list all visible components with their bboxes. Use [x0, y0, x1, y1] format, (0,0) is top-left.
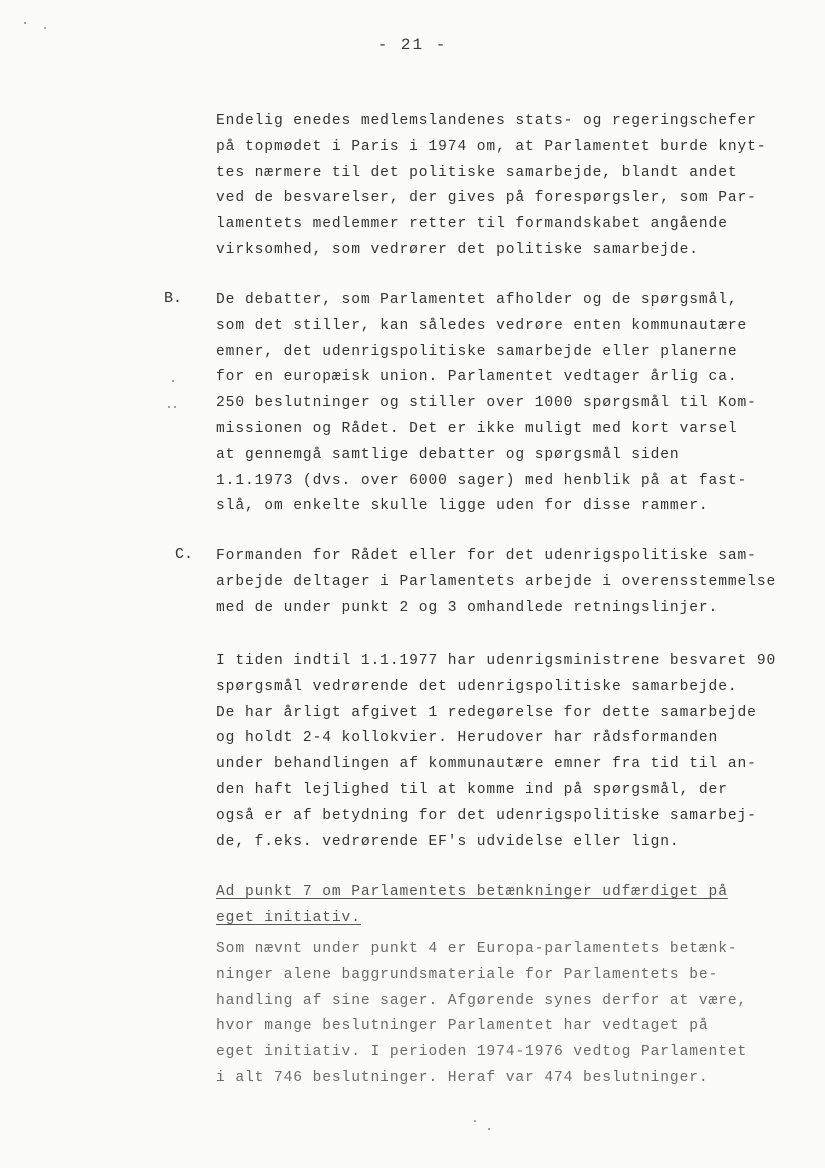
text-line: lamentets medlemmer retter til formandskabet angående [216, 216, 728, 233]
text-line: eget initiativ. I perioden 1974-1976 vedtog Parlamentet [216, 1044, 748, 1061]
text-line: i alt 746 beslutninger. Heraf var 474 beslutninger. [216, 1069, 709, 1086]
section-c-marker: C. [175, 546, 194, 563]
text-line: I tiden indtil 1.1.1977 har udenrigsministrene besvaret 90 [216, 653, 777, 669]
text-line: hvor mange beslutninger Parlamentet har vedtaget på [216, 1018, 709, 1035]
scan-speck [172, 380, 174, 382]
paragraph-point-7 [216, 937, 796, 1092]
section-heading-point-7 [216, 880, 796, 932]
text-line: de, f.eks. vedrørende EF's udvidelse eller lign. [216, 833, 680, 850]
scan-speck [24, 22, 26, 24]
scan-speck [488, 1128, 490, 1130]
text-line: 250 beslutninger og stiller over 1000 spørgsmål til Kom- [216, 395, 757, 412]
text-line: De debatter, som Parlamentet afholder og de spørgsmål, [216, 292, 738, 308]
text-line: ved de besvarelser, der gives på forespørgsler, som Par- [216, 190, 757, 207]
scan-speck [174, 406, 176, 408]
text-line: under behandlingen af kommunautære emner fra tid til an- [216, 756, 757, 773]
heading-line: eget initiativ. [216, 909, 361, 926]
text-line: Endelig enedes medlemslandenes stats- og regeringschefer [216, 113, 757, 129]
paragraph-ministers [216, 649, 796, 855]
heading-line: Ad punkt 7 om Parlamentets betænkninger udfærdiget på [216, 884, 728, 900]
text-line: slå, om enkelte skulle ligge uden for disse rammer. [216, 498, 709, 515]
section-c-paragraph [216, 544, 796, 621]
text-line: spørgsmål vedrørende det udenrigspolitiske samarbejde. [216, 678, 738, 695]
text-line: Formanden for Rådet eller for det udenrigspolitiske sam- [216, 548, 757, 564]
text-line: ninger alene baggrundsmateriale for Parlamentets be- [216, 966, 719, 983]
paragraph-intro [216, 109, 796, 264]
scan-speck [474, 1120, 476, 1122]
text-line: Som nævnt under punkt 4 er Europa-parlamentets betænk- [216, 941, 738, 957]
text-line: 1.1.1973 (dvs. over 6000 sager) med henblik på at fast- [216, 472, 748, 489]
section-b-marker: B. [164, 290, 183, 307]
section-b-paragraph [216, 288, 796, 520]
text-line: på topmødet i Paris i 1974 om, at Parlamentet burde knyt- [216, 138, 767, 155]
text-line: at gennemgå samtlige debatter og spørgsmål siden [216, 446, 680, 463]
text-line: emner, det udenrigspolitiske samarbejde eller planerne [216, 343, 738, 360]
text-line: som det stiller, kan således vedrøre enten kommunautære [216, 317, 748, 334]
text-line: den haft lejlighed til at komme ind på spørgsmål, der [216, 781, 728, 798]
text-line: for en europæisk union. Parlamentet vedtager årlig ca. [216, 369, 738, 386]
text-line: og holdt 2-4 kollokvier. Herudover har rådsformanden [216, 730, 719, 747]
text-line: tes nærmere til det politiske samarbejde, blandt andet [216, 164, 738, 181]
text-line: arbejde deltager i Parlamentets arbejde i overensstemmelse [216, 573, 777, 590]
text-line: også er af betydning for det udenrigspolitiske samarbej- [216, 807, 757, 824]
text-line: missionen og Rådet. Det er ikke muligt med kort varsel [216, 420, 738, 437]
page-number: - 21 - [377, 36, 448, 54]
text-line: handling af sine sager. Afgørende synes derfor at være, [216, 992, 748, 1009]
scan-speck [168, 406, 170, 408]
text-line: med de under punkt 2 og 3 omhandlede retningslinjer. [216, 599, 719, 616]
text-line: De har årligt afgivet 1 redegørelse for dette samarbejde [216, 704, 757, 721]
text-line: virksomhed, som vedrører det politiske samarbejde. [216, 241, 699, 258]
scan-speck [44, 27, 46, 29]
